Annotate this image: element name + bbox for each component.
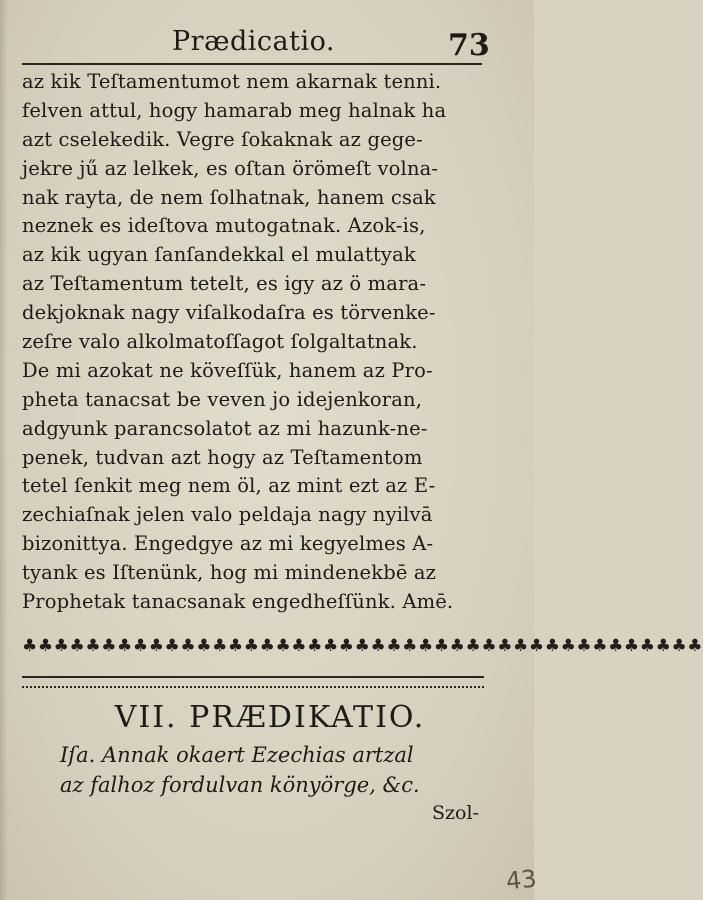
text-line: bizonittya. Engedgye az mi kegyelmes A- [22,532,434,556]
text-line: adgyunk parancsolatot az mi hazunk-ne- [22,416,428,440]
text-line: az kik ugyan ſanſandekkal el mulattyak [22,243,416,267]
ornament-band: ♣♣♣♣♣♣♣♣♣♣♣♣♣♣♣♣♣♣♣♣♣♣♣♣♣♣♣♣♣♣♣♣♣♣♣♣♣♣♣♣♣♣♣ [22,636,703,656]
text-line: tetel ſenkit meg nem öl, az mint ezt az E- [22,474,436,498]
running-head [0,22,534,62]
text-line: azt cselekedik. Vegre ſokaknak az gege- [22,127,423,151]
handwritten-margin-note: 43 [504,864,538,896]
running-title: Prædicatio. [172,26,335,57]
body-text [22,68,490,617]
summary-line: Iſa. Annak okaert Ezechias artzal [60,743,414,767]
text-line: neznek es ideſtova mutogatnak. Azok-is, [22,214,426,238]
page-number: 73 [448,28,490,63]
text-line: zechiaſnak jelen valo peldaja nagy nyilvā [22,503,433,527]
chapter-summary [60,740,480,800]
text-line: nak rayta, de nem ſolhatnak, hanem csak [22,185,436,209]
header-rule [22,63,482,65]
text-line: pheta tanacsat be veven jo idejenkoran, [22,387,423,411]
text-line: jekre jű az lelkek, es oſtan örömeſt volna- [22,156,439,180]
text-line: zeſre valo alkolmatoſſagot ſolgaltatnak. [22,330,418,354]
text-line: penek, tudvan azt hogy az Teſtamentom [22,445,423,469]
text-line: felven attul, hogy hamarab meg halnak ha [22,98,447,122]
text-line: az kik Teſtamentumot nem akarnak tenni. [22,70,442,93]
text-line: Prophetak tanacsanak engedheſſünk. Amē. [22,590,454,614]
text-line: az Teſtamentum tetelt, es igy az ö mara- [22,272,427,296]
summary-line: az falhoz fordulvan könyörge, &c. [60,773,420,797]
chapter-heading: VII. PRÆDIKATIO. [114,700,426,735]
text-line: tyank es Iſtenünk, hog mi mindenekbē az [22,561,437,585]
ornament-rule [22,676,484,688]
catchword: Szol- [432,802,479,824]
text-line: De mi azokat ne köveſſük, hanem az Pro- [22,358,433,382]
text-line: dekjoknak nagy viſalkodaſra es törvenke- [22,301,436,325]
page-gutter-shadow [0,0,8,900]
